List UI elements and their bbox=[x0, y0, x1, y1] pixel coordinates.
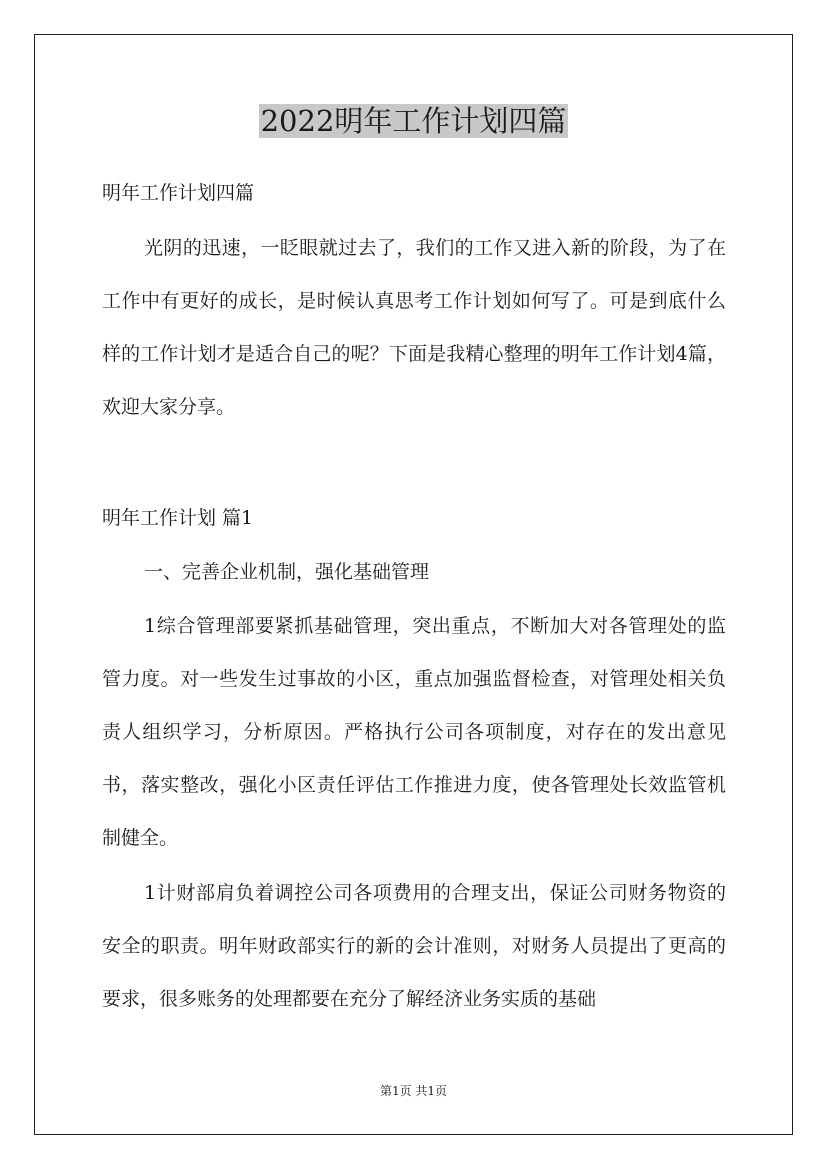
document-title bbox=[0, 98, 827, 144]
body-paragraph-2: 1计财部肩负着调控公司各项费用的合理支出，保证公司财务物资的安全的职责。明年财政部实行的新的会计准则，对财务人员提出了更高的要求，很多账务的处理都要在充分了解经济业务实质的基础 bbox=[102, 882, 726, 1010]
intro-paragraph: 光阴的迅速，一眨眼就过去了，我们的工作又进入新的阶段，为了在工作中有更好的成长，是时候认真思考工作计划如何写了。可是到底什么样的工作计划才是适合自己的呢？下面是我精心整理的明年工作计划4篇，欢迎大家分享。 bbox=[102, 237, 726, 418]
body-paragraph-1: 1综合管理部要紧抓基础管理，突出重点，不断加大对各管理处的监管力度。对一些发生过事故的小区，重点加强监督检查，对管理处相关负责人组织学习，分析原因。严格执行公司各项制度，对存在的发出意见书，落实整改，强化小区责任评估工作推进力度，使各管理处长效监管机制健全。 bbox=[102, 615, 726, 849]
section-item-heading: 一、完善企业机制，强化基础管理 bbox=[144, 561, 430, 583]
section-heading: 明年工作计划 篇1 bbox=[102, 507, 254, 529]
page-footer: 第1页 共1页 bbox=[379, 1084, 448, 1098]
document-subtitle: 明年工作计划四篇 bbox=[102, 182, 255, 204]
document-title-text: 2022明年工作计划四篇 bbox=[260, 104, 567, 138]
